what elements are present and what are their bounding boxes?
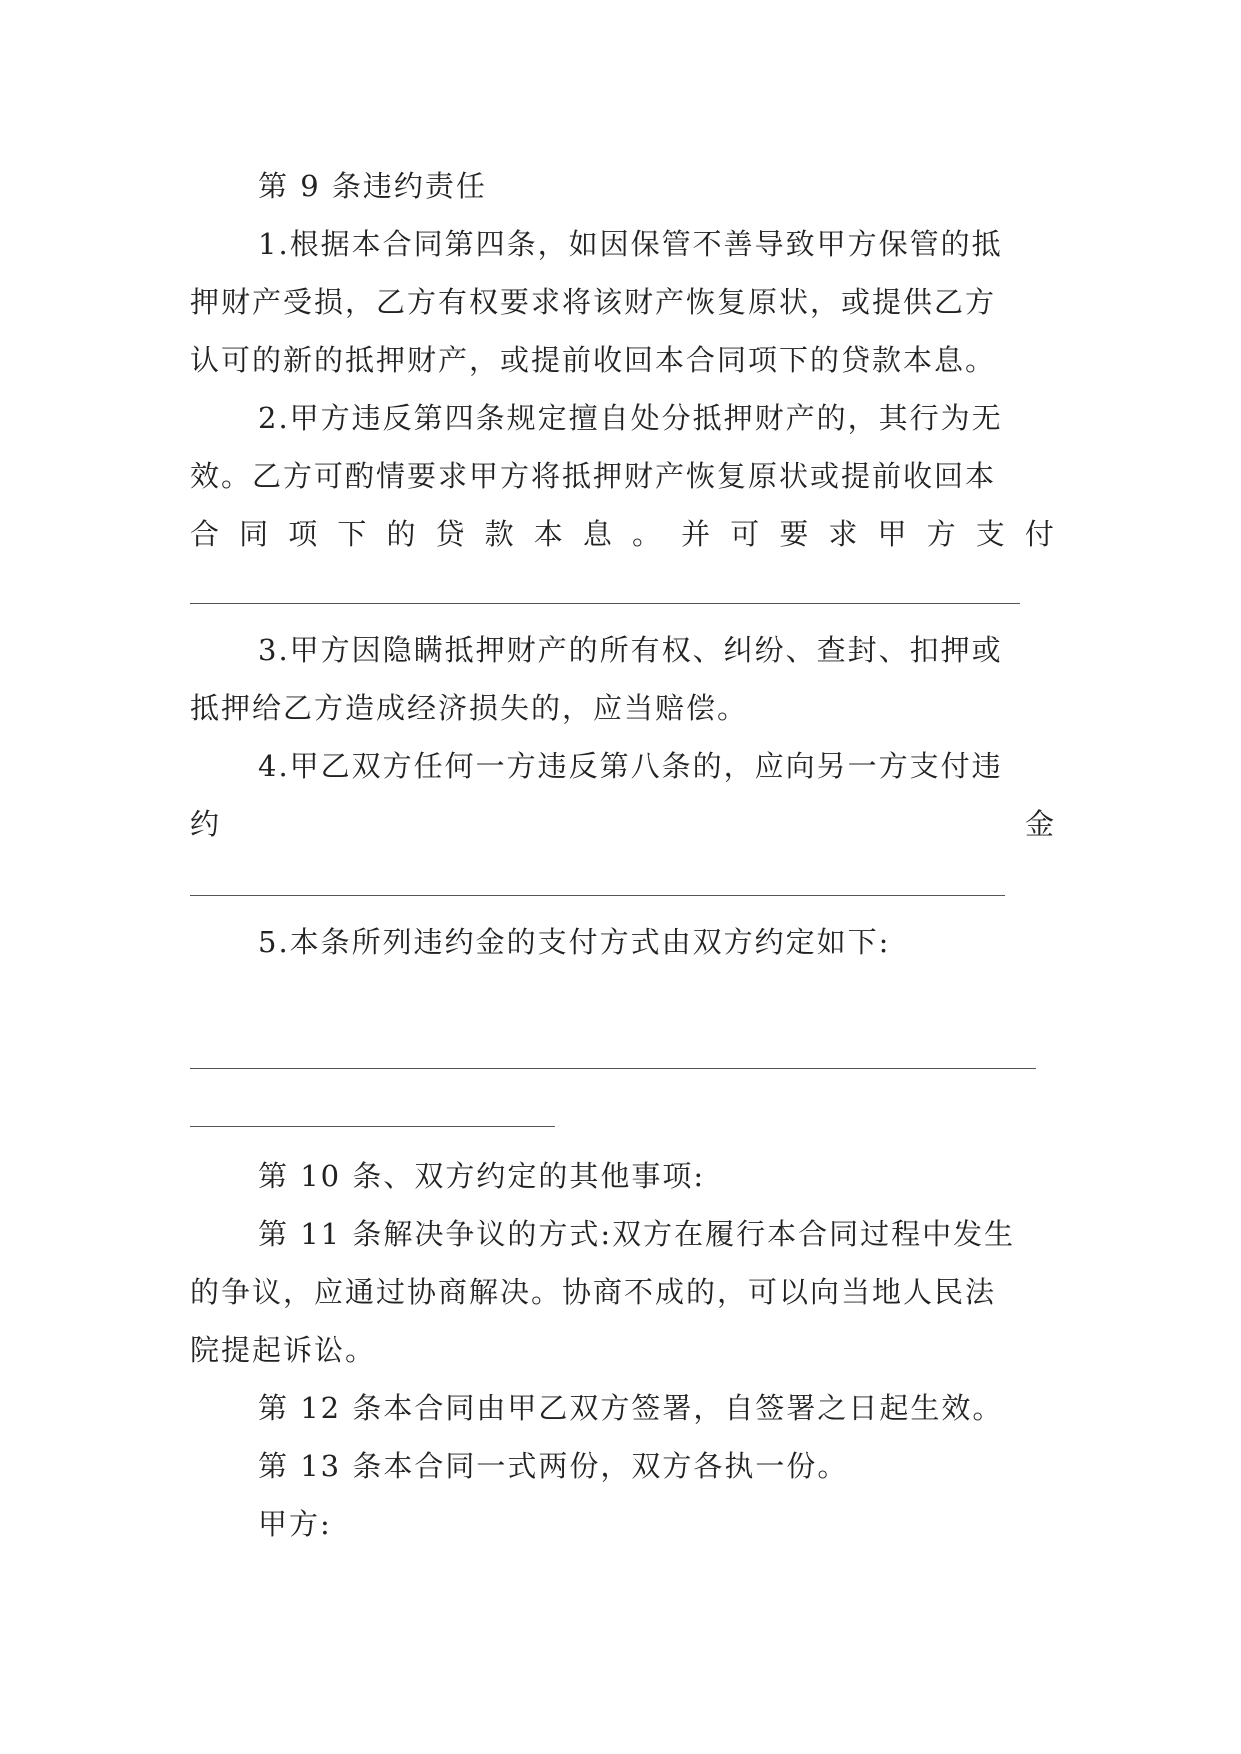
item-2-line-3-char: 并 — [681, 517, 713, 551]
item-3-line-1: 3.甲方因隐瞒抵押财产的所有权、纠纷、查封、扣押或 — [258, 633, 1003, 667]
item-2-line-3-char: 可 — [730, 517, 762, 551]
item-2-line-1: 2.甲方违反第四条规定擅自处分抵押财产的，其行为无 — [258, 401, 1003, 435]
item-2-line-3-char: 支 — [975, 517, 1007, 551]
item-2-line-3-char: 下 — [337, 517, 369, 551]
item-3-line-2: 抵押给乙方造成经济损失的，应当赔偿。 — [190, 691, 749, 725]
article-9-heading: 第 9 条违约责任 — [258, 169, 487, 203]
blank-rule-payment-2 — [190, 1126, 555, 1127]
item-2-line-3-char: 。 — [631, 517, 663, 551]
item-2-line-3-char: 付 — [1024, 517, 1056, 551]
blank-rule-penalty — [190, 603, 1020, 604]
article-11-line-1: 第 11 条解决争议的方式:双方在履行本合同过程中发生 — [258, 1217, 1016, 1251]
article-10: 第 10 条、双方约定的其他事项: — [258, 1159, 706, 1193]
item-1-line-2: 押财产受损，乙方有权要求将该财产恢复原状，或提供乙方 — [190, 285, 997, 319]
item-2-line-3 — [190, 514, 1056, 554]
item-2-line-3-char: 息 — [582, 517, 614, 551]
item-5-line-1: 5.本条所列违约金的支付方式由双方约定如下: — [258, 925, 891, 959]
item-2-line-3-char: 甲 — [877, 517, 909, 551]
item-2-line-3-char: 的 — [386, 517, 418, 551]
item-4-line-2 — [190, 804, 1056, 844]
blank-rule-payment-1 — [190, 1068, 1036, 1069]
item-1-line-1: 1.根据本合同第四条，如因保管不善导致甲方保管的抵 — [258, 227, 1003, 261]
item-2-line-3-char: 项 — [288, 517, 320, 551]
item-2-line-3-char: 同 — [239, 517, 271, 551]
item-4-line-2-right: 金 — [1024, 807, 1056, 841]
article-12: 第 12 条本合同由甲乙双方签署，自签署之日起生效。 — [258, 1391, 1004, 1425]
article-11-line-2: 的争议，应通过协商解决。协商不成的，可以向当地人民法 — [190, 1275, 997, 1309]
item-2-line-2: 效。乙方可酌情要求甲方将抵押财产恢复原状或提前收回本 — [190, 459, 997, 493]
item-2-line-3-char: 款 — [484, 517, 516, 551]
item-2-line-3-char: 方 — [926, 517, 958, 551]
blank-rule-penalty-amount — [190, 895, 1005, 896]
item-1-line-3: 认可的新的抵押财产，或提前收回本合同项下的贷款本息。 — [190, 343, 997, 377]
item-2-line-3-char: 合 — [190, 517, 222, 551]
article-13: 第 13 条本合同一式两份，双方各执一份。 — [258, 1449, 849, 1483]
item-2-line-3-char: 本 — [533, 517, 565, 551]
article-11-line-3: 院提起诉讼。 — [190, 1333, 377, 1367]
item-2-line-3-char: 求 — [828, 517, 860, 551]
item-4-line-2-left: 约 — [190, 807, 222, 841]
item-2-line-3-char: 要 — [779, 517, 811, 551]
item-2-line-3-char: 贷 — [435, 517, 467, 551]
party-a-label: 甲方: — [258, 1507, 332, 1541]
item-4-line-1: 4.甲乙双方任何一方违反第八条的，应向另一方支付违 — [258, 749, 1003, 783]
